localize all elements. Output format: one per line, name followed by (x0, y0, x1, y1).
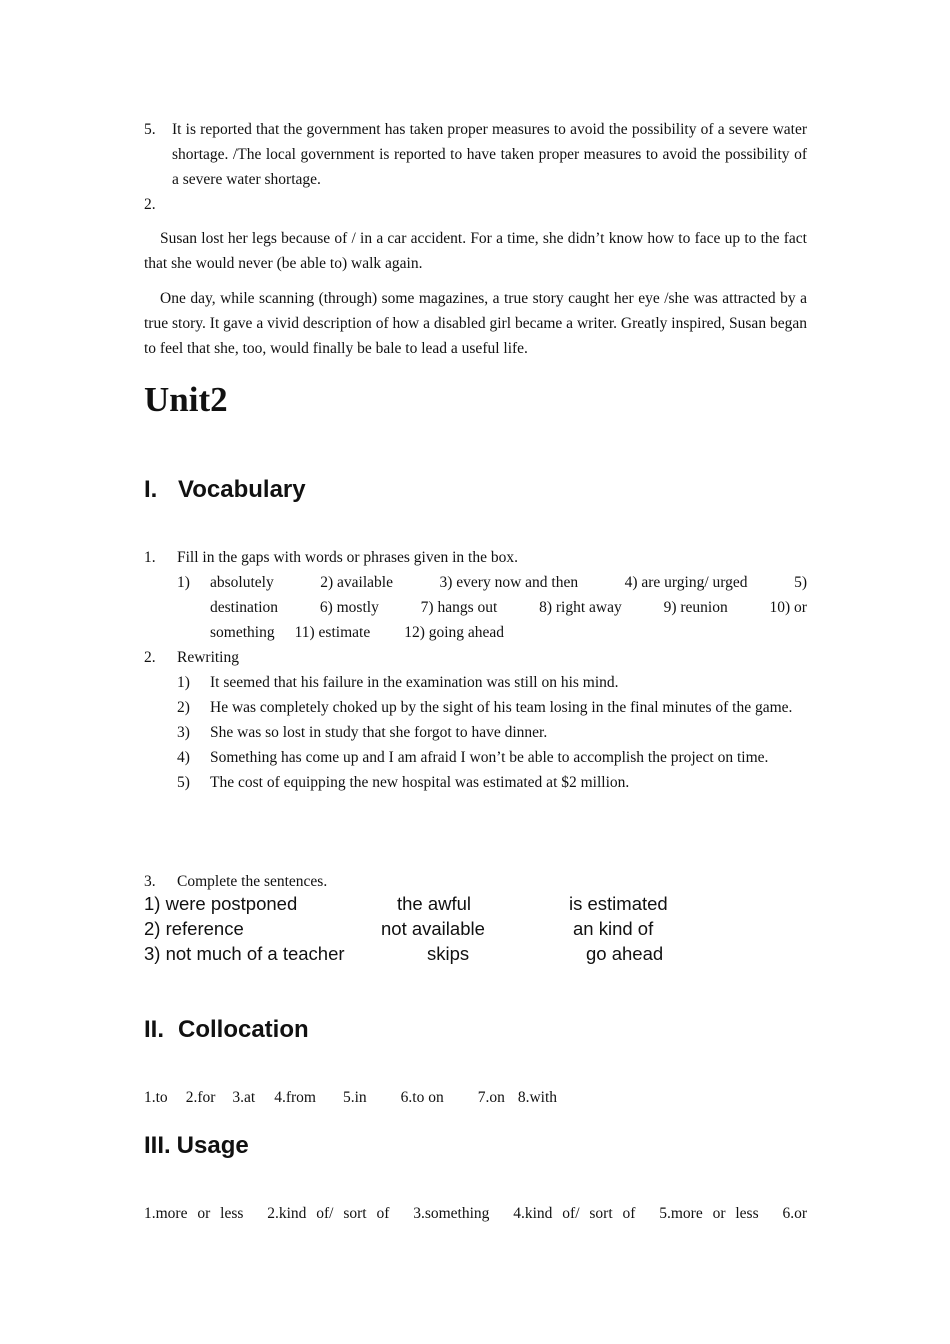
question-number: 3. (144, 873, 156, 890)
item-number: 2) (177, 699, 190, 716)
roman-numeral: I. (144, 476, 158, 503)
roman-numeral: II. (144, 1016, 165, 1043)
fill-answer: 9) reunion (663, 599, 728, 616)
answer: 3.something (413, 1205, 490, 1222)
fill-answer: 3) every now and then (439, 574, 579, 591)
collocation-answers (144, 1085, 557, 1110)
item-text: He was completely choked up by the sight of his team losing in the final minutes of the game. (210, 699, 793, 716)
completion-1-c: is estimated (569, 893, 668, 914)
fill-answer: 5) (794, 574, 807, 591)
answer: 6.to on (400, 1089, 444, 1106)
completion-2-a: 2) reference (144, 918, 244, 939)
item-number: 4) (177, 749, 190, 766)
question-number: 2. (144, 649, 156, 666)
item-text: Something has come up and I am afraid I won’t be able to accomplish the project on time. (210, 749, 769, 766)
paragraph-2: One day, while scanning (through) some magazines, a true story caught her eye /she was attracted by a true story. It gave a vivid description of how a disabled girl became a writer. Greatly inspired, Susan began to feel that she, too, would finally be bale to lead a useful life. (144, 290, 807, 357)
fill-answers-line-2 (210, 595, 807, 620)
fill-answer: 4) are urging/ urged (624, 574, 748, 591)
answer: 8.with (517, 1089, 558, 1106)
answer: 4.from (274, 1089, 316, 1106)
item-text: It is reported that the government has taken proper measures to avoid the possibility of a severe water shortage. /The local government is reported to have taken proper measures to avoid the possibility of a severe water shortage. (172, 121, 807, 188)
item-text: It seemed that his failure in the examination was still on his mind. (210, 674, 619, 691)
answer: 4.kind of/ sort of (513, 1205, 636, 1222)
question-2-label: Rewriting (177, 649, 239, 666)
completion-2-c: an kind of (573, 918, 654, 939)
fill-answer: 7) hangs out (420, 599, 498, 616)
fill-answer: 8) right away (539, 599, 622, 616)
answer: 2.kind of/ sort of (267, 1205, 390, 1222)
answer: 2.for (185, 1089, 216, 1106)
list-item (177, 670, 807, 695)
usage-answers (144, 1201, 807, 1226)
fill-answer: something (210, 624, 275, 641)
list-item (177, 745, 807, 770)
list-item (177, 720, 807, 745)
list-item (177, 695, 807, 720)
completion-2-b: not available (381, 918, 485, 939)
completion-3-a: 3) not much of a teacher (144, 943, 345, 964)
item-text: The cost of equipping the new hospital was estimated at $2 million. (210, 774, 630, 791)
question-1-label: Fill in the gaps with words or phrases given in the box. (177, 549, 518, 566)
section-heading-usage (144, 1132, 249, 1160)
section-number-2: 2. (144, 196, 156, 213)
answer-item-5 (144, 117, 807, 192)
completion-3-b: skips (427, 943, 470, 964)
answer: 5.more or less (659, 1205, 759, 1222)
unit-title: Unit2 (144, 380, 228, 419)
answer: 1.more or less (144, 1205, 244, 1222)
rewrite-list (177, 670, 807, 795)
fill-answer: 2) available (320, 574, 393, 591)
heading-text: Vocabulary (178, 476, 306, 503)
answer: 3.at (232, 1089, 256, 1106)
question-1 (144, 545, 156, 570)
item-number: 5. (144, 121, 156, 138)
item-number: 3) (177, 724, 190, 741)
item-number: 5) (177, 774, 190, 791)
fill-answer: destination (210, 599, 279, 616)
section-heading-vocabulary (144, 476, 306, 504)
fill-answer: 12) going ahead (404, 624, 505, 641)
answer: 7.on (477, 1089, 505, 1106)
fill-answer: 11) estimate (294, 624, 371, 641)
paragraph-1: Susan lost her legs because of / in a car accident. For a time, she didn’t know how to face up to the fact that she would never (be able to) walk again. (144, 230, 807, 272)
section-heading-collocation (144, 1016, 309, 1044)
answer: 1.to (144, 1089, 168, 1106)
fill-answer: 10) or (769, 599, 807, 616)
fill-answer: 6) mostly (319, 599, 379, 616)
answer: 6.or (782, 1205, 807, 1222)
item-number: 1) (177, 674, 190, 691)
completion-3-c: go ahead (586, 943, 664, 964)
fill-answer: absolutely (210, 574, 274, 591)
sub-number: 1) (177, 574, 190, 591)
list-item (177, 770, 807, 795)
question-3-label: Complete the sentences. (177, 873, 328, 890)
completion-1-b: the awful (397, 893, 472, 914)
answer: 5.in (342, 1089, 367, 1106)
question-number: 1. (144, 549, 156, 566)
fill-answers-line-1 (210, 570, 807, 595)
heading-text: Collocation (178, 1016, 309, 1043)
item-text: She was so lost in study that she forgot to have dinner. (210, 724, 548, 741)
heading-text: Usage (176, 1132, 249, 1159)
completion-1-a: 1) were postponed (144, 893, 298, 914)
fill-answers-line-3 (210, 620, 504, 645)
roman-numeral: III. (144, 1132, 171, 1159)
